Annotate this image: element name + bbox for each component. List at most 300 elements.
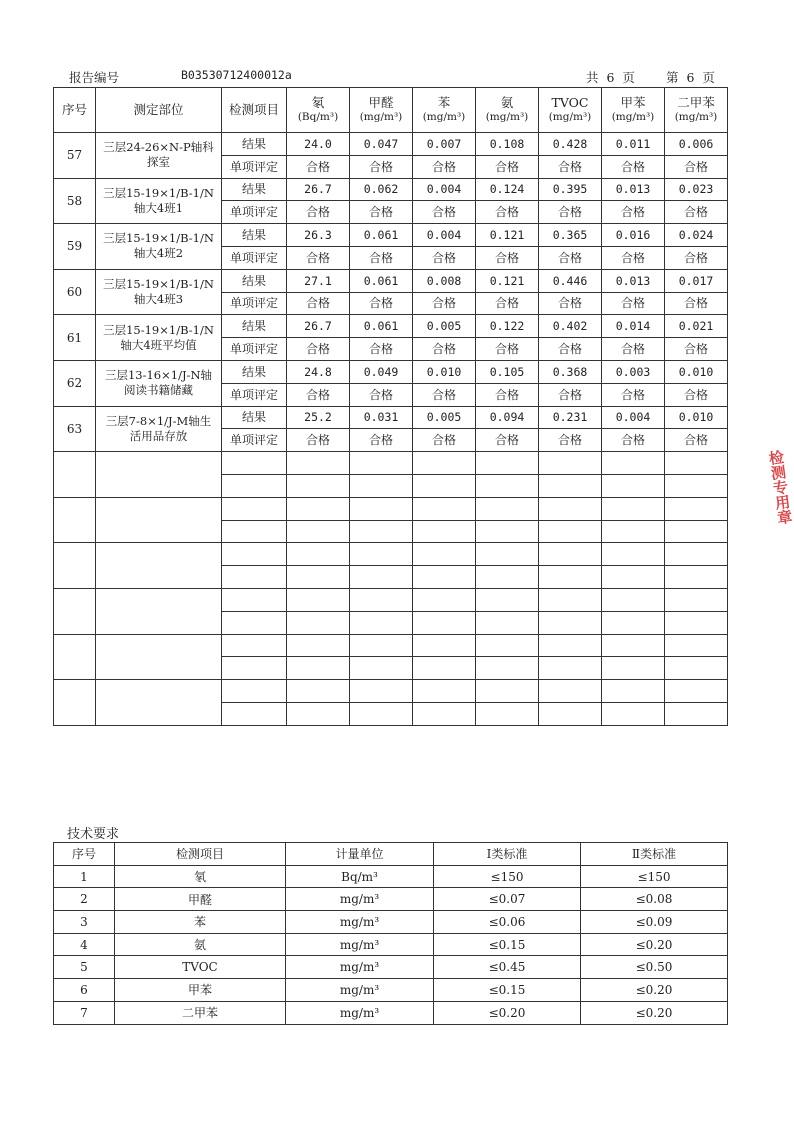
tech-row [54, 865, 728, 888]
row-location: 三层15-19×1/B-1/N轴大4班平均值 [96, 315, 222, 361]
tech-row [54, 1001, 728, 1024]
empty-cell [413, 474, 476, 497]
empty-cell [539, 474, 602, 497]
tech-class1: ≤0.07 [434, 888, 581, 911]
empty-cell [350, 543, 413, 566]
value-xylene: 0.017 [665, 269, 728, 292]
value-ammonia: 0.124 [476, 178, 539, 201]
value-xylene: 0.010 [665, 406, 728, 429]
eval-formaldehyde: 合格 [350, 201, 413, 224]
value-toluene: 0.004 [602, 406, 665, 429]
empty-cell [665, 566, 728, 589]
empty-cell [287, 543, 350, 566]
empty-cell [54, 588, 96, 634]
empty-cell [413, 657, 476, 680]
tech-class2: ≤150 [581, 865, 728, 888]
result-row [54, 269, 728, 292]
empty-cell [602, 452, 665, 475]
value-tvoc: 0.231 [539, 406, 602, 429]
empty-cell [413, 520, 476, 543]
empty-cell [476, 520, 539, 543]
empty-row [54, 588, 728, 611]
value-formaldehyde: 0.061 [350, 224, 413, 247]
empty-cell [350, 566, 413, 589]
col-tvoc-label: TVOC [551, 95, 589, 110]
row-location: 三层15-19×1/B-1/N轴大4班2 [96, 224, 222, 270]
empty-cell [476, 702, 539, 725]
empty-cell [476, 566, 539, 589]
eval-tvoc: 合格 [539, 155, 602, 178]
result-row [54, 315, 728, 338]
empty-cell [222, 702, 287, 725]
eval-label: 单项评定 [222, 429, 287, 452]
empty-cell [54, 680, 96, 726]
row-location: 三层13-16×1/J-N轴阅读书籍储藏 [96, 360, 222, 406]
value-tvoc: 0.395 [539, 178, 602, 201]
eval-radon: 合格 [287, 155, 350, 178]
tech-seq: 6 [54, 979, 115, 1002]
empty-cell [476, 543, 539, 566]
empty-cell [476, 680, 539, 703]
col-formaldehyde [350, 88, 413, 133]
eval-ammonia: 合格 [476, 429, 539, 452]
empty-cell [413, 702, 476, 725]
empty-cell [413, 634, 476, 657]
row-seq: 58 [54, 178, 96, 224]
empty-cell [350, 611, 413, 634]
report-header [53, 66, 727, 84]
empty-cell [350, 680, 413, 703]
empty-cell [539, 680, 602, 703]
empty-cell [350, 452, 413, 475]
empty-cell [476, 497, 539, 520]
tech-item: 甲醛 [115, 888, 286, 911]
eval-label: 单项评定 [222, 201, 287, 224]
page-number: 第 6 页 [666, 70, 717, 85]
col-radon-unit: (Bq/m³) [297, 111, 339, 123]
empty-cell [350, 702, 413, 725]
empty-cell [54, 634, 96, 680]
row-location: 三层15-19×1/B-1/N轴大4班3 [96, 269, 222, 315]
empty-cell [350, 474, 413, 497]
result-label: 结果 [222, 178, 287, 201]
row-location: 三层24-26×N-P轴科探室 [96, 133, 222, 179]
eval-toluene: 合格 [602, 201, 665, 224]
eval-xylene: 合格 [665, 246, 728, 269]
empty-cell [222, 543, 287, 566]
value-radon: 24.0 [287, 133, 350, 156]
eval-radon: 合格 [287, 292, 350, 315]
empty-cell [96, 452, 222, 498]
empty-cell [287, 680, 350, 703]
row-seq: 60 [54, 269, 96, 315]
tech-col-seq: 序号 [54, 843, 115, 866]
tech-class2: ≤0.20 [581, 1001, 728, 1024]
tech-unit: mg/m³ [286, 911, 434, 934]
col-tvoc [539, 88, 602, 133]
eval-ammonia: 合格 [476, 201, 539, 224]
results-table [53, 87, 728, 726]
value-formaldehyde: 0.031 [350, 406, 413, 429]
value-benzene: 0.007 [413, 133, 476, 156]
eval-benzene: 合格 [413, 201, 476, 224]
tech-row [54, 933, 728, 956]
empty-cell [665, 588, 728, 611]
value-toluene: 0.013 [602, 178, 665, 201]
report-number: B03530712400012a [181, 68, 292, 82]
tech-class1: ≤0.45 [434, 956, 581, 979]
col-tvoc-unit: (mg/m³) [548, 111, 592, 123]
empty-cell [602, 702, 665, 725]
empty-cell [287, 520, 350, 543]
value-radon: 26.7 [287, 315, 350, 338]
tech-seq: 1 [54, 865, 115, 888]
empty-cell [476, 657, 539, 680]
eval-label: 单项评定 [222, 246, 287, 269]
empty-cell [54, 452, 96, 498]
empty-cell [350, 634, 413, 657]
row-seq: 63 [54, 406, 96, 452]
col-toluene-unit: (mg/m³) [611, 111, 655, 123]
value-toluene: 0.014 [602, 315, 665, 338]
col-xylene [665, 88, 728, 133]
empty-cell [476, 452, 539, 475]
tech-item: TVOC [115, 956, 286, 979]
eval-ammonia: 合格 [476, 155, 539, 178]
eval-tvoc: 合格 [539, 429, 602, 452]
col-ammonia-label: 氨 [500, 95, 514, 110]
empty-cell [222, 474, 287, 497]
value-tvoc: 0.365 [539, 224, 602, 247]
col-benzene-unit: (mg/m³) [422, 111, 466, 123]
result-label: 结果 [222, 269, 287, 292]
empty-cell [539, 520, 602, 543]
eval-toluene: 合格 [602, 246, 665, 269]
empty-cell [54, 543, 96, 589]
empty-cell [539, 657, 602, 680]
empty-cell [665, 474, 728, 497]
value-ammonia: 0.121 [476, 224, 539, 247]
col-formaldehyde-label: 甲醛 [368, 95, 394, 110]
eval-radon: 合格 [287, 201, 350, 224]
value-benzene: 0.010 [413, 360, 476, 383]
eval-ammonia: 合格 [476, 338, 539, 361]
tech-seq: 4 [54, 933, 115, 956]
tech-class2: ≤0.20 [581, 933, 728, 956]
empty-cell [602, 474, 665, 497]
value-xylene: 0.024 [665, 224, 728, 247]
value-benzene: 0.004 [413, 224, 476, 247]
col-ammonia-unit: (mg/m³) [485, 111, 529, 123]
empty-cell [665, 543, 728, 566]
empty-cell [287, 588, 350, 611]
eval-label: 单项评定 [222, 155, 287, 178]
eval-xylene: 合格 [665, 292, 728, 315]
eval-xylene: 合格 [665, 201, 728, 224]
eval-benzene: 合格 [413, 155, 476, 178]
inspection-stamp: 检测专用章 [765, 448, 794, 526]
eval-formaldehyde: 合格 [350, 292, 413, 315]
empty-cell [222, 634, 287, 657]
empty-cell [413, 588, 476, 611]
results-header-row [54, 88, 728, 133]
result-label: 结果 [222, 133, 287, 156]
tech-class1: ≤0.20 [434, 1001, 581, 1024]
col-location: 测定部位 [96, 88, 222, 133]
empty-cell [602, 634, 665, 657]
empty-cell [413, 680, 476, 703]
eval-tvoc: 合格 [539, 292, 602, 315]
col-seq: 序号 [54, 88, 96, 133]
tech-item: 氨 [115, 933, 286, 956]
empty-cell [287, 566, 350, 589]
eval-toluene: 合格 [602, 429, 665, 452]
tech-seq: 7 [54, 1001, 115, 1024]
tech-class2: ≤0.50 [581, 956, 728, 979]
eval-label: 单项评定 [222, 338, 287, 361]
row-seq: 62 [54, 360, 96, 406]
empty-cell [413, 497, 476, 520]
tech-row [54, 956, 728, 979]
eval-benzene: 合格 [413, 338, 476, 361]
eval-tvoc: 合格 [539, 201, 602, 224]
empty-cell [350, 497, 413, 520]
row-location: 三层7-8×1/J-M轴生活用品存放 [96, 406, 222, 452]
tech-col-class2: Ⅱ类标准 [581, 843, 728, 866]
empty-cell [602, 497, 665, 520]
eval-formaldehyde: 合格 [350, 246, 413, 269]
value-radon: 27.1 [287, 269, 350, 292]
value-tvoc: 0.428 [539, 133, 602, 156]
col-ammonia [476, 88, 539, 133]
eval-ammonia: 合格 [476, 246, 539, 269]
eval-benzene: 合格 [413, 383, 476, 406]
eval-ammonia: 合格 [476, 292, 539, 315]
empty-cell [665, 452, 728, 475]
row-seq: 59 [54, 224, 96, 270]
empty-cell [539, 611, 602, 634]
tech-col-class1: Ⅰ类标准 [434, 843, 581, 866]
eval-xylene: 合格 [665, 155, 728, 178]
empty-cell [350, 588, 413, 611]
empty-cell [602, 611, 665, 634]
empty-cell [602, 680, 665, 703]
col-radon [287, 88, 350, 133]
tech-unit: mg/m³ [286, 888, 434, 911]
empty-cell [350, 520, 413, 543]
empty-cell [287, 497, 350, 520]
empty-cell [602, 588, 665, 611]
value-toluene: 0.003 [602, 360, 665, 383]
result-label: 结果 [222, 360, 287, 383]
empty-cell [665, 611, 728, 634]
col-toluene-label: 甲苯 [620, 95, 646, 110]
tech-seq: 3 [54, 911, 115, 934]
tech-unit: mg/m³ [286, 956, 434, 979]
value-formaldehyde: 0.047 [350, 133, 413, 156]
empty-cell [665, 680, 728, 703]
eval-benzene: 合格 [413, 429, 476, 452]
tech-seq: 5 [54, 956, 115, 979]
empty-cell [539, 452, 602, 475]
empty-row [54, 634, 728, 657]
value-ammonia: 0.108 [476, 133, 539, 156]
row-seq: 61 [54, 315, 96, 361]
tech-row [54, 979, 728, 1002]
tech-row [54, 911, 728, 934]
value-xylene: 0.010 [665, 360, 728, 383]
tech-class2: ≤0.09 [581, 911, 728, 934]
value-tvoc: 0.368 [539, 360, 602, 383]
eval-formaldehyde: 合格 [350, 383, 413, 406]
empty-row [54, 497, 728, 520]
empty-cell [476, 588, 539, 611]
empty-cell [96, 543, 222, 589]
empty-cell [96, 588, 222, 634]
value-toluene: 0.016 [602, 224, 665, 247]
empty-cell [413, 611, 476, 634]
value-formaldehyde: 0.061 [350, 315, 413, 338]
empty-cell [476, 474, 539, 497]
tech-col-unit: 计量单位 [286, 843, 434, 866]
eval-toluene: 合格 [602, 292, 665, 315]
tech-class1: ≤0.15 [434, 933, 581, 956]
tech-unit: mg/m³ [286, 933, 434, 956]
value-formaldehyde: 0.049 [350, 360, 413, 383]
empty-cell [287, 452, 350, 475]
tech-requirements-table [53, 842, 728, 1025]
value-toluene: 0.013 [602, 269, 665, 292]
empty-cell [665, 497, 728, 520]
tech-body [54, 865, 728, 1024]
eval-xylene: 合格 [665, 429, 728, 452]
empty-cell [287, 657, 350, 680]
total-pages: 共 6 页 [586, 70, 637, 85]
eval-label: 单项评定 [222, 292, 287, 315]
result-row [54, 178, 728, 201]
empty-cell [287, 611, 350, 634]
result-row [54, 360, 728, 383]
eval-benzene: 合格 [413, 246, 476, 269]
empty-cell [539, 588, 602, 611]
tech-requirements-title: 技术要求 [67, 827, 120, 842]
col-toluene [602, 88, 665, 133]
col-radon-label: 氡 [311, 95, 325, 110]
empty-cell [287, 634, 350, 657]
value-xylene: 0.021 [665, 315, 728, 338]
empty-cell [54, 497, 96, 543]
empty-row [54, 543, 728, 566]
tech-class1: ≤0.15 [434, 979, 581, 1002]
value-ammonia: 0.105 [476, 360, 539, 383]
tech-class2: ≤0.08 [581, 888, 728, 911]
empty-cell [602, 543, 665, 566]
empty-cell [602, 566, 665, 589]
empty-cell [602, 657, 665, 680]
empty-cell [665, 634, 728, 657]
report-number-label: 报告编号 [69, 70, 120, 85]
value-benzene: 0.004 [413, 178, 476, 201]
eval-formaldehyde: 合格 [350, 155, 413, 178]
col-xylene-label: 二甲苯 [677, 95, 715, 110]
empty-cell [539, 566, 602, 589]
eval-radon: 合格 [287, 429, 350, 452]
value-radon: 26.3 [287, 224, 350, 247]
empty-cell [222, 566, 287, 589]
empty-cell [96, 497, 222, 543]
col-item: 检测项目 [222, 88, 287, 133]
eval-xylene: 合格 [665, 338, 728, 361]
col-benzene [413, 88, 476, 133]
empty-cell [665, 657, 728, 680]
empty-cell [222, 680, 287, 703]
empty-cell [413, 566, 476, 589]
row-seq: 57 [54, 133, 96, 179]
empty-cell [476, 634, 539, 657]
empty-cell [222, 657, 287, 680]
eval-toluene: 合格 [602, 155, 665, 178]
tech-item: 二甲苯 [115, 1001, 286, 1024]
empty-cell [287, 474, 350, 497]
empty-cell [222, 611, 287, 634]
tech-row [54, 888, 728, 911]
result-label: 结果 [222, 224, 287, 247]
tech-col-item: 检测项目 [115, 843, 286, 866]
empty-cell [413, 452, 476, 475]
empty-cell [96, 634, 222, 680]
empty-cell [222, 452, 287, 475]
value-ammonia: 0.122 [476, 315, 539, 338]
result-label: 结果 [222, 406, 287, 429]
empty-cell [96, 680, 222, 726]
empty-cell [539, 497, 602, 520]
tech-header-row [54, 843, 728, 866]
tech-unit: mg/m³ [286, 1001, 434, 1024]
result-row [54, 133, 728, 156]
tech-class2: ≤0.20 [581, 979, 728, 1002]
value-benzene: 0.005 [413, 406, 476, 429]
empty-cell [222, 497, 287, 520]
value-xylene: 0.023 [665, 178, 728, 201]
eval-radon: 合格 [287, 383, 350, 406]
tech-unit: mg/m³ [286, 979, 434, 1002]
eval-benzene: 合格 [413, 292, 476, 315]
col-xylene-unit: (mg/m³) [674, 111, 718, 123]
tech-seq: 2 [54, 888, 115, 911]
value-ammonia: 0.094 [476, 406, 539, 429]
eval-tvoc: 合格 [539, 383, 602, 406]
eval-toluene: 合格 [602, 338, 665, 361]
eval-tvoc: 合格 [539, 246, 602, 269]
empty-cell [602, 520, 665, 543]
eval-radon: 合格 [287, 338, 350, 361]
result-row [54, 224, 728, 247]
value-tvoc: 0.446 [539, 269, 602, 292]
value-formaldehyde: 0.061 [350, 269, 413, 292]
empty-cell [665, 520, 728, 543]
empty-cell [222, 588, 287, 611]
col-formaldehyde-unit: (mg/m³) [359, 111, 403, 123]
empty-cell [665, 702, 728, 725]
value-benzene: 0.008 [413, 269, 476, 292]
result-label: 结果 [222, 315, 287, 338]
col-benzene-label: 苯 [437, 95, 451, 110]
eval-toluene: 合格 [602, 383, 665, 406]
empty-cell [287, 702, 350, 725]
empty-cell [539, 543, 602, 566]
empty-row [54, 452, 728, 475]
eval-formaldehyde: 合格 [350, 338, 413, 361]
